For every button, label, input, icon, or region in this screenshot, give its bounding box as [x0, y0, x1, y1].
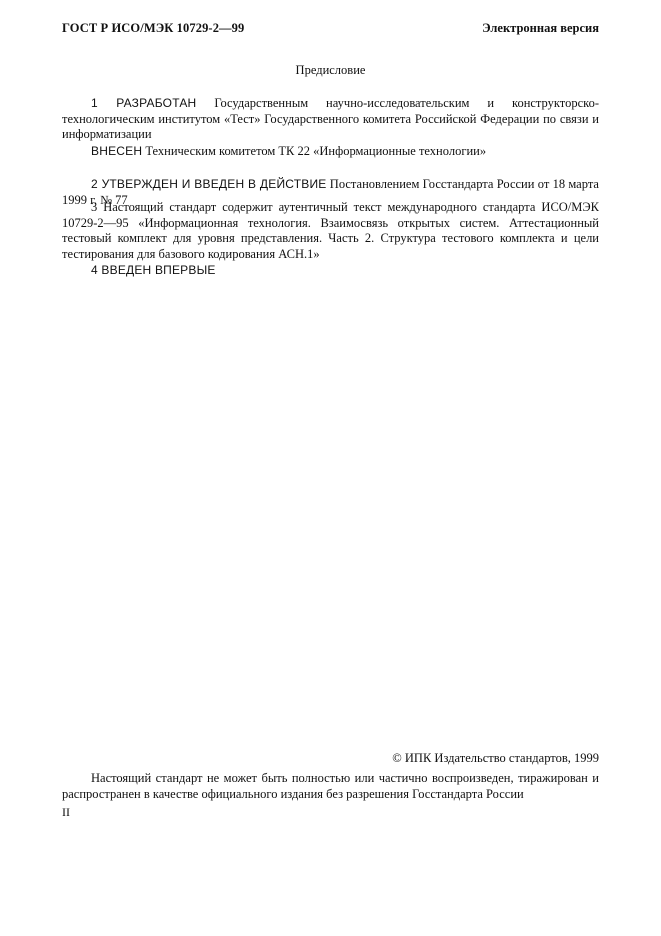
- copyright-line: © ИПК Издательство стандартов, 1999: [392, 751, 599, 765]
- paragraph-authentic-text: [62, 200, 599, 262]
- paragraph-text: 3 Настоящий стандарт содержит аутентичный текст международного стандарта ИСО/МЭК 10729-2—95 «Информационная технология. Взаимосвязь открытых систем. Аттестационный тестовый комплект для уровня представления. Часть 2. Структура тестового комплекта и цели тестирования для базового кодирования АСН.1»: [62, 200, 599, 261]
- paragraph-lead: 4 ВВЕДЕН ВПЕРВЫЕ: [91, 263, 216, 277]
- paragraph-lead: 2 УТВЕРЖДЕН И ВВЕДЕН В ДЕЙСТВИЕ: [91, 177, 327, 191]
- page-number: II: [62, 805, 70, 819]
- paragraph-developed: [62, 96, 599, 143]
- paragraph-lead: 1 РАЗРАБОТАН: [91, 96, 197, 110]
- page-title: Предисловие: [295, 63, 366, 77]
- electronic-version-label: Электронная версия: [482, 21, 599, 35]
- paragraph-text: Техническим комитетом ТК 22 «Информационные технологии»: [142, 144, 487, 158]
- document-code: ГОСТ Р ИСО/МЭК 10729-2—99: [62, 21, 245, 35]
- paragraph-text: Государственным научно-исследовательским и конструкторско-технологическим институтом «Тест» Государственного комитета Российской Федерации по связи и информатизации: [62, 96, 599, 141]
- paragraph-introduced-by: [62, 144, 599, 160]
- paragraph-lead: ВНЕСЕН: [91, 144, 143, 158]
- paragraph-text: Постановлением Госстандарта России от 18 марта 1999 г. № 77: [62, 177, 599, 207]
- reproduction-notice: Настоящий стандарт не может быть полностью или частично воспроизведен, тиражирован и распространен в качестве официального издания без разрешения Госстандарта России: [62, 771, 599, 801]
- paragraph-first-introduced: [62, 263, 599, 279]
